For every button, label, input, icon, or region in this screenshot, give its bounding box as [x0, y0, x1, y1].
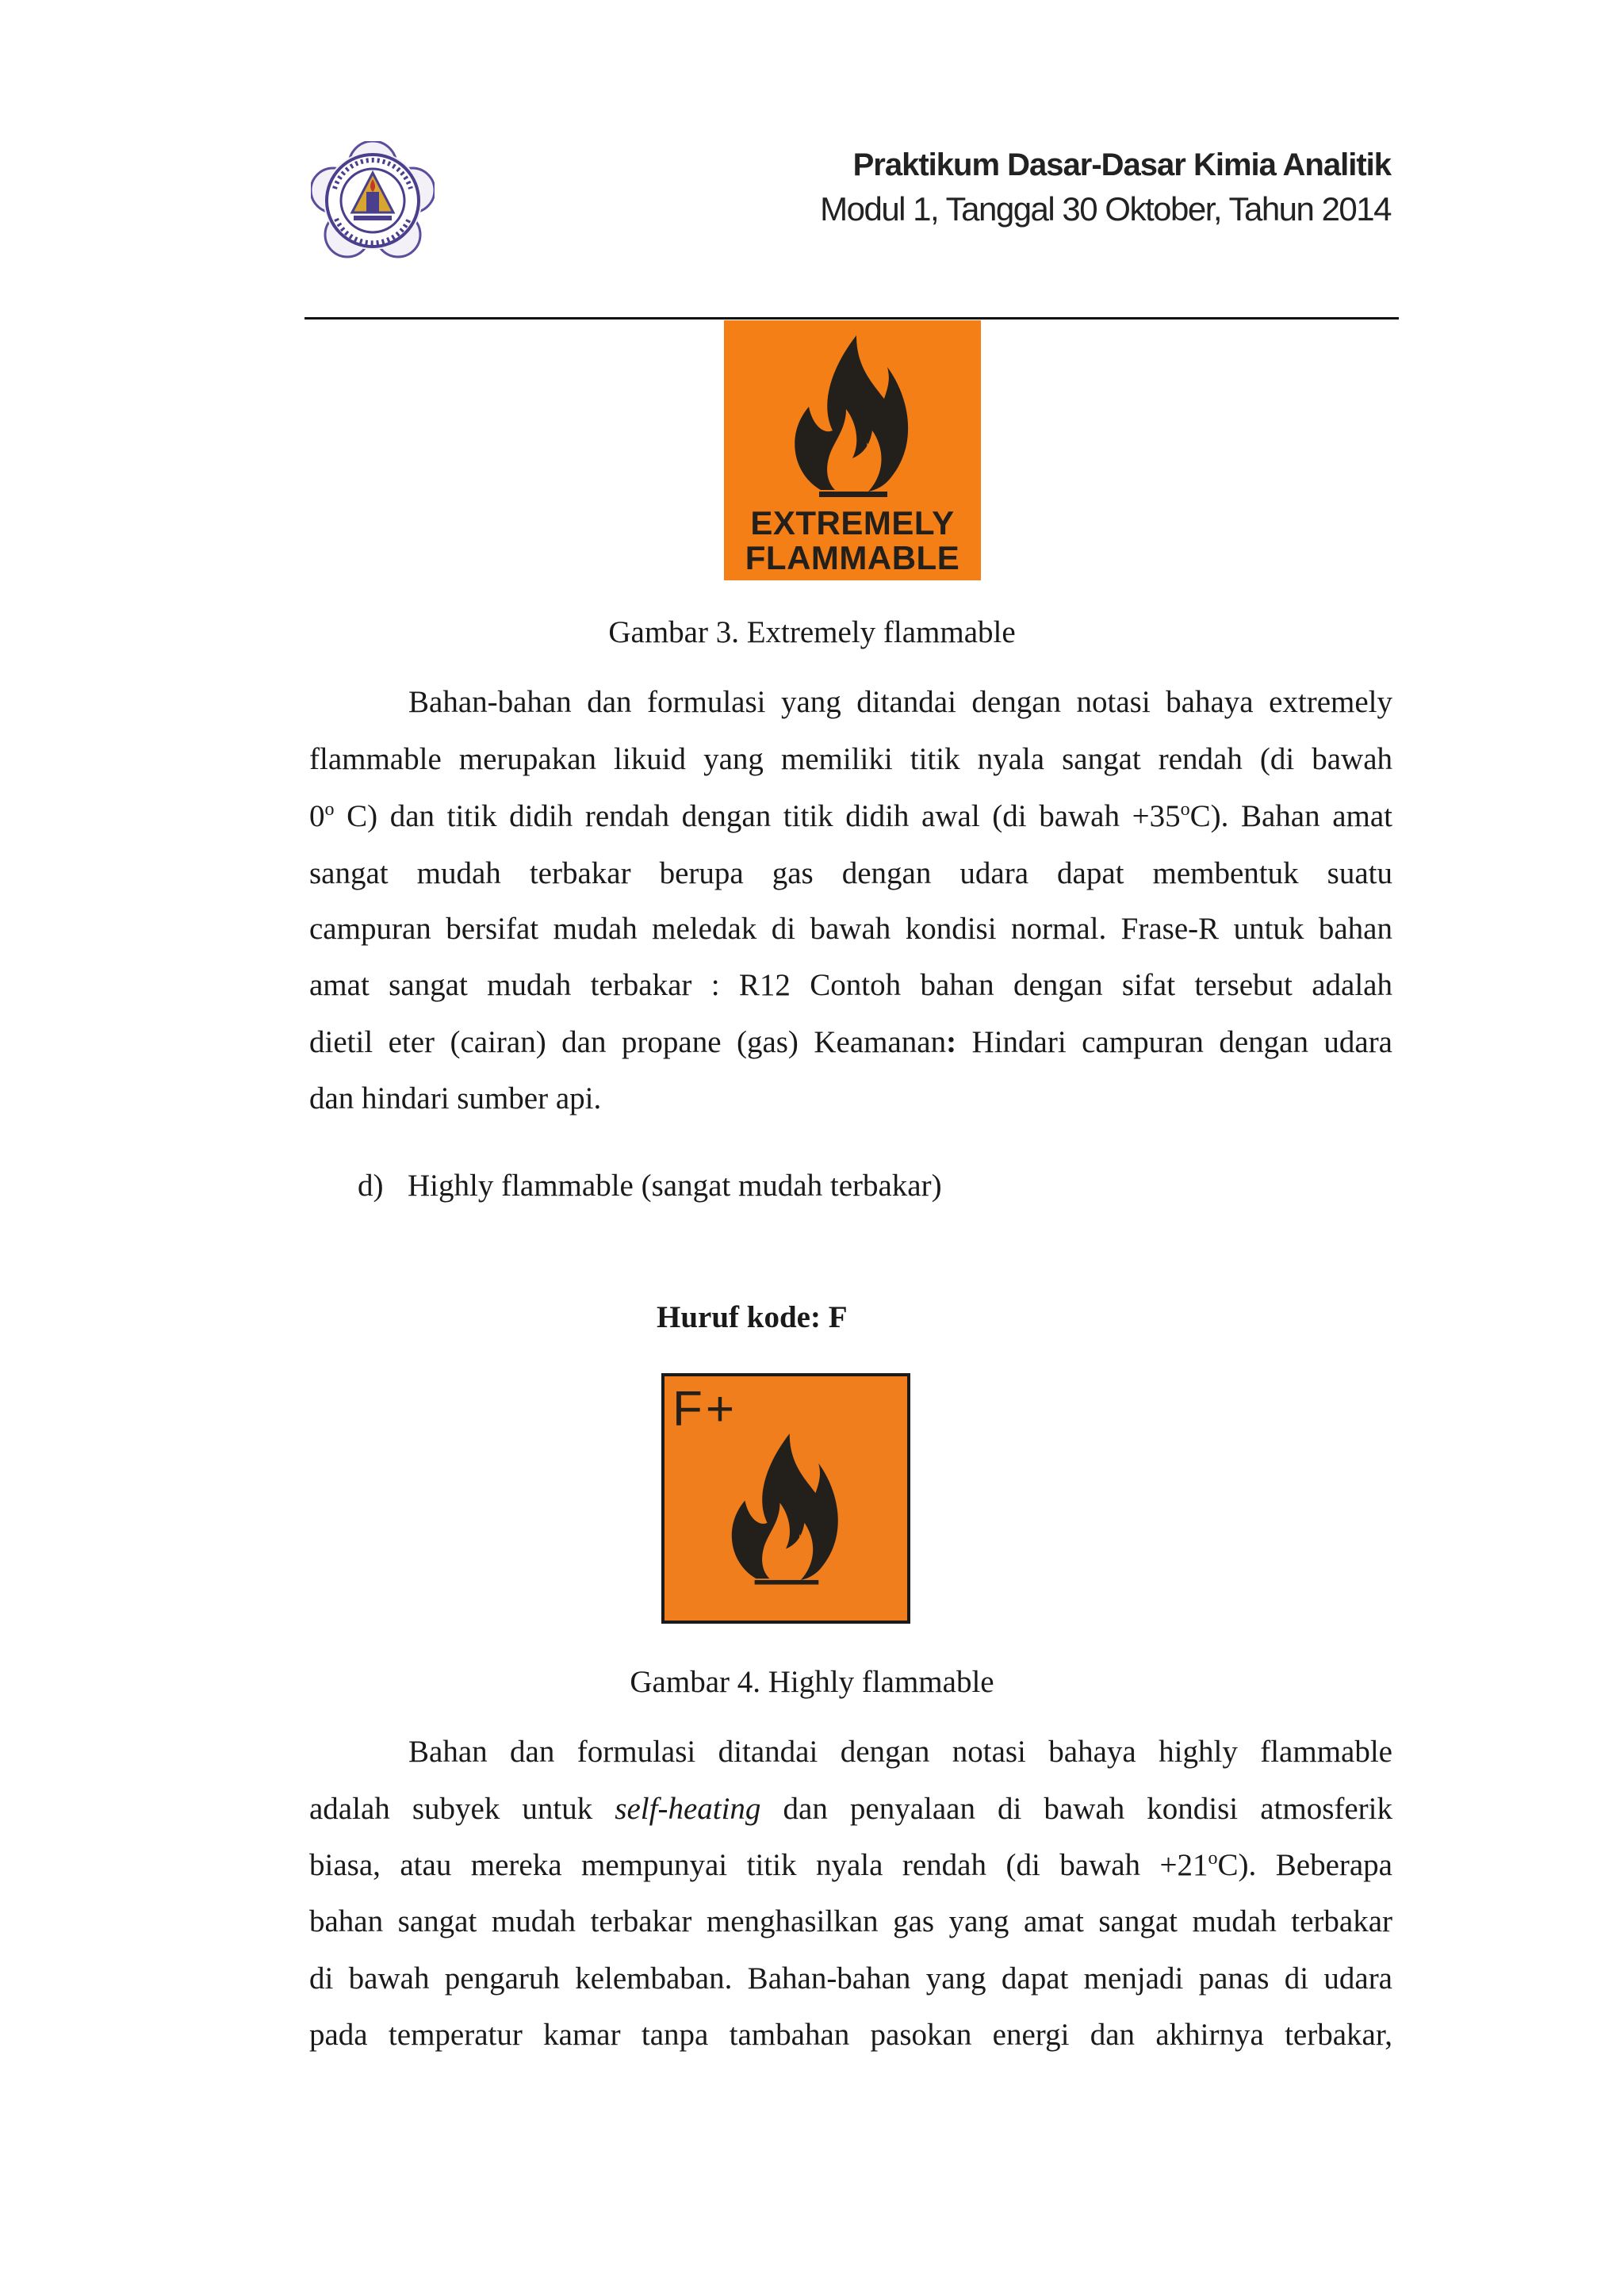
symbol-text-extremely: EXTREMELY	[750, 504, 955, 541]
header-title: Praktikum Dasar-Dasar Kimia Analitik	[852, 147, 1391, 182]
paragraph1-line3: 0$^o$ C) dan titik didih rendah dengan titik didih awal (di bawah $+35^oC$). Bahan amat	[309, 799, 1392, 833]
symbol-code-f-plus: F+	[672, 1382, 738, 1437]
paragraph2-line1: Bahan dan formulasi ditandai dengan notasi bahaya highly flammable	[408, 1735, 1392, 1769]
figure3-caption: Gambar 3. Extremely flammable	[608, 615, 1016, 649]
paragraph1-line6: amat sangat mudah terbakar : R12 Contoh bahan dengan sifat tersebut adalah	[309, 968, 1392, 1002]
list-marker-d: d)	[358, 1169, 384, 1203]
hazard-code-label: Huruf kode: F	[657, 1300, 848, 1334]
highly-flammable-symbol	[661, 1373, 910, 1624]
flame-icon	[726, 1421, 845, 1595]
paragraph2-line5: di bawah pengaruh kelembaban. Bahan-bahan yang dapat menjadi panas di udara	[309, 1961, 1392, 1996]
university-seal-icon	[311, 141, 435, 260]
header-divider	[304, 317, 1399, 320]
list-item-d-text: Highly flammable (sangat mudah terbakar)	[408, 1169, 942, 1203]
symbol-text-flammable: FLAMMABLE	[745, 539, 960, 576]
flame-icon	[789, 331, 916, 498]
paragraph1-line4: sangat mudah terbakar berupa gas dengan udara dapat membentuk suatu	[309, 856, 1392, 890]
paragraph2-line2: adalah subyek untuk self-heating dan penyalaan di bawah kondisi atmosferik	[309, 1792, 1392, 1826]
paragraph2-line3: biasa, atau mereka mempunyai titik nyala rendah (di bawah $+21^oC$). Beberapa	[309, 1848, 1392, 1882]
paragraph1-line2: flammable merupakan likuid yang memiliki titik nyala sangat rendah (di bawah	[309, 742, 1392, 776]
extremely-flammable-symbol	[724, 320, 981, 580]
paragraph2-line4: bahan sangat mudah terbakar menghasilkan gas yang amat sangat mudah terbakar	[309, 1904, 1392, 1938]
figure4-caption: Gambar 4. Highly flammable	[630, 1665, 994, 1699]
paragraph1-line1: Bahan-bahan dan formulasi yang ditandai dengan notasi bahaya extremely	[408, 685, 1392, 719]
university-logo	[311, 141, 435, 260]
paragraph2-line6: pada temperatur kamar tanpa tambahan pasokan energi dan akhirnya terbakar,	[309, 2018, 1392, 2052]
paragraph1-line8: dan hindari sumber api.	[309, 1081, 602, 1115]
paragraph1-line5: campuran bersifat mudah meledak di bawah kondisi normal. Frase-R untuk bahan	[309, 912, 1392, 946]
header-subtitle: Modul 1, Tanggal 30 Oktober, Tahun 2014	[820, 190, 1391, 228]
paragraph1-line7: dietil eter (cairan) dan propane (gas) Keamanan: Hindari campuran dengan udara	[309, 1025, 1392, 1059]
